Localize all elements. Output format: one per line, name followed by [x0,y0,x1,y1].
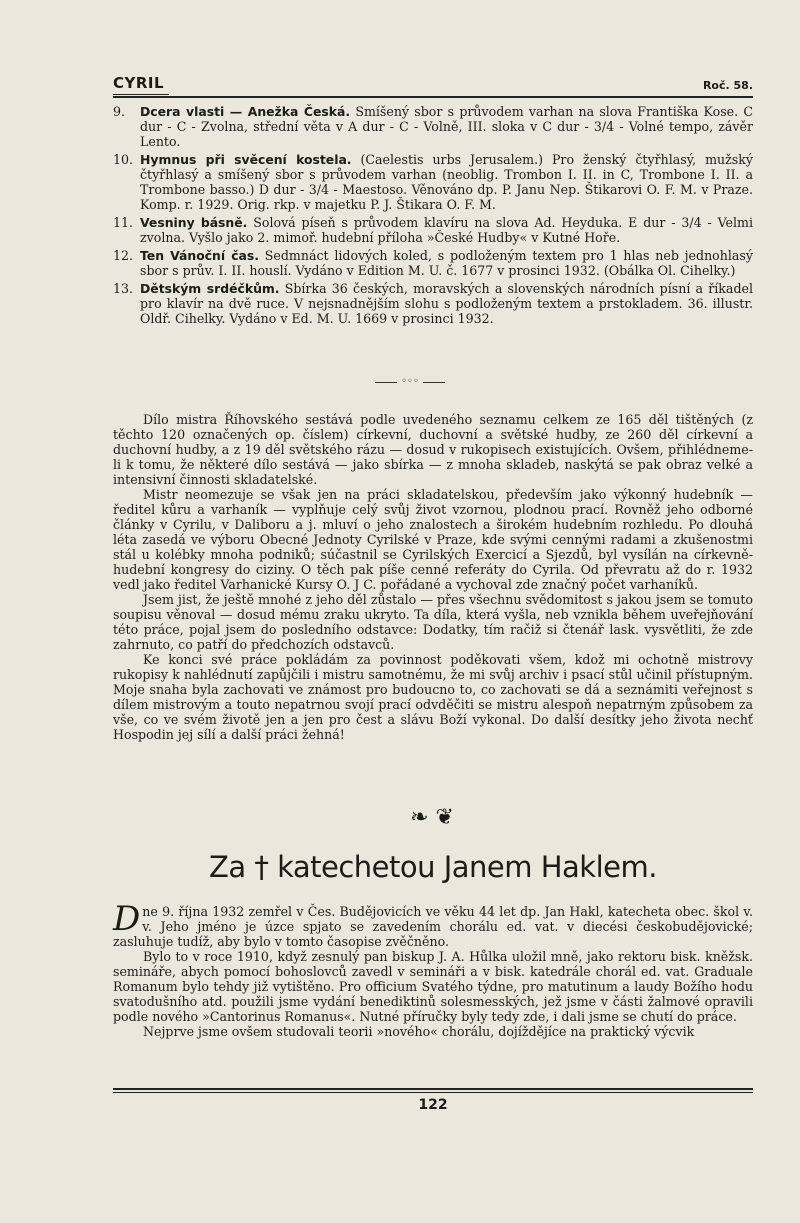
drop-cap: D [113,899,141,939]
item-text: Smíšený sbor s průvodem varhan na slova Františka Kose. C dur - C - Zvolna, střední věta v A dur - C - Volně, III. sloka v C dur - 3/4 - Volné tempo, závěr Lento. [140,104,753,149]
obituary-title: Za † katechetou Janem Haklem. [209,850,657,884]
paragraph [113,899,753,949]
list-item [113,104,753,149]
paragraph: Nejprve jsme ovšem studovali teorii »nového« chorálu, dojíždějíce na praktický výcvik [143,1024,695,1039]
separator-line [423,382,445,383]
paragraph: Bylo to v roce 1910, když zesnulý pan biskup J. A. Hůlka uložil mně, jako rektoru bisk. kněžsk. semináře, abych pomocí bohoslovců zavedl v semináři a v bisk. katedrále chorál ed. vat. Graduale Romanum bylo tehdy již vytištěno. Pro officium Svatého týdne, pro matutinum a laudy Božího hodu svatodušního atd. použili jsme vydání benediktinů solesmesských, jež jsme v části žalmové opravili podle nového »Cantorinus Romanus«. Nutné příručky byly tedy zde, i dali jsme se chutí do práce. [113,949,753,1024]
item-number: 12. [113,248,134,263]
section-separator [375,378,445,386]
separator-dots: ◦◦◦ [401,376,419,387]
obituary-body [113,899,753,1039]
item-text: Sedmnáct lidových koled, s podloženým textem pro 1 hlas neb jednohlasý sbor s prův. I. II. houslí. Vydáno v Edition M. U. č. 1677 v prosinci 1932. (Obálka Ol. Cihelky.) [140,248,753,278]
item-text: Sbírka 36 českých, moravských a slovenských národních písní a říkadel pro klavír na dvě ruce. V nejsnadnějším slohu s podloženým textem a prstokladem. 36. illustr. Oldř. Cihelky. Vydáno v Ed. M. U. 1669 v prosinci 1932. [140,281,753,326]
volume-year: Roč. 58. [702,79,753,92]
list-item [113,215,753,245]
footer-rule [113,1092,753,1093]
running-header [113,74,753,98]
item-number: 9. [113,104,126,119]
item-title: Hymnus při svěcení kostela. [140,152,352,167]
article-body [113,412,753,742]
item-title: Vesniny básně. [140,215,248,230]
list-item [113,152,753,212]
item-text: Solová píseň s průvodem klavíru na slova Ad. Heyduka. E dur - 3/4 - Velmi zvolna. Vyšlo jako 2. mimoř. hudební příloha »České Hudby« v Kutné Hoře. [140,215,754,245]
list-item [113,248,753,278]
item-title: Dětským srdéčkům. [140,281,280,296]
page-number: 122 [418,1097,448,1113]
paragraph: Jsem jist, že ještě mnohé z jeho děl zůstalo — přes všechnu svědomitost s jakou jsem se tomuto soupisu věnoval — dosud mému zraku ukryto. Ta díla, která vyšla, neb vznikla během uveřejňování této práce, pojal jsem do posledního odstavce: Dodatky, tím račiž si čtenář lask. vysvětliti, že zde zahrnuto, co patří do předchozích odstavců. [113,592,753,652]
list-item [113,281,753,326]
item-number: 11. [113,215,134,230]
paragraph: Ke konci své práce pokládám za povinnost poděkovati všem, kdož mi ochotně mistrovy rukopisy k nahlédnutí zapůjčili i mistru samotnému, že mi svůj archiv i psací stůl učinil přístupným. Moje snaha byla zachovati ve známost pro budoucno to, co zachovati se dá a seznámiti veřejnost s dílem mistrovým a touto nepatrnou svojí prací odvděčiti se mistru alespoň nepatrným způsobem za vše, co ve svém životě jen a jen pro čest a slávu Boží vykonal. Do další desítky jeho života nechť Hospodin jej sílí a další práci žehná! [113,652,753,742]
item-number: 13. [113,281,134,296]
paragraph: Mistr neomezuje se však jen na práci skladatelskou, především jako výkonný hudebník — ředitel kůru a varhaník — vyplňuje celý svůj život vzornou, plodnou prací. Rovněž jeho odborné články v Cyrilu, v Daliboru a j. mluví o jeho znalostech a širokém hudebním rozhledu. Po dlouhá léta zasedá ve výboru Obecné Jednoty Cyrilské v Praze, kde svými cennými radami a zkušenostmi stál u kolébky mnoha podniků; súčastnil se Cyrilských Exercicí a Sjezdů, byl vysílán na církevně-hudební kongresy do ciziny. O těch pak píše cenné referáty do Cyrila. Od převratu až do r. 1932 vedl jako ředitel Varhanické Kursy O. J C. pořádané a vychoval zde značný počet varhaníků. [113,487,753,592]
item-title: Dcera vlasti — Anežka Česká. [140,104,351,119]
separator-line [375,382,397,383]
floral-ornament-icon: ❧ ❦ [410,805,454,830]
item-text: (Caelestis urbs Jerusalem.) Pro ženský čtyřhlasý, mužský čtyřhlasý a smíšený sbor s průvodem varhan (neoblig. Trombon I. II. in C, Trombone I. II. a Trombone basso.) D dur - 3/4 - Maestoso. Věnováno dp. P. Janu Nep. Štikarovi O. F. M. v Praze. Komp. r. 1929. Orig. rkp. v majetku P. J. Štikara O. F. M. [140,152,754,212]
item-title: Ten Vánoční čas. [140,248,259,263]
journal-underline [113,94,169,95]
journal-name: CYRIL [113,74,165,92]
first-paragraph-text: ne 9. října 1932 zemřel v Čes. Budějovicích ve věku 44 let dp. Jan Hakl, katecheta obec. škol v. v. Jeho jméno je úzce spjato se zavedením chorálu ed. vat. v diecési českobudějovické; zasluhuje tudíž, aby bylo v tomto časopise zvěčněno. [113,904,753,949]
footer-rule [113,1088,753,1090]
paragraph: Dílo mistra Říhovského sestává podle uvedeného seznamu celkem ze 165 děl tištěných (z těchto 120 označených op. číslem) církevní, duchovní a světské hudby, ze 260 děl církevní a duchovní hudby, a z 19 děl světského rázu — dosud v rukopisech existujících. Ovšem, přihlédneme-li k tomu, že některé dílo sestává — jako sbírka — z mnoha skladeb, naskýtá se pak obraz velké a intensivní činnosti skladatelské. [113,412,753,487]
item-number: 10. [113,152,134,167]
works-list [113,104,753,329]
